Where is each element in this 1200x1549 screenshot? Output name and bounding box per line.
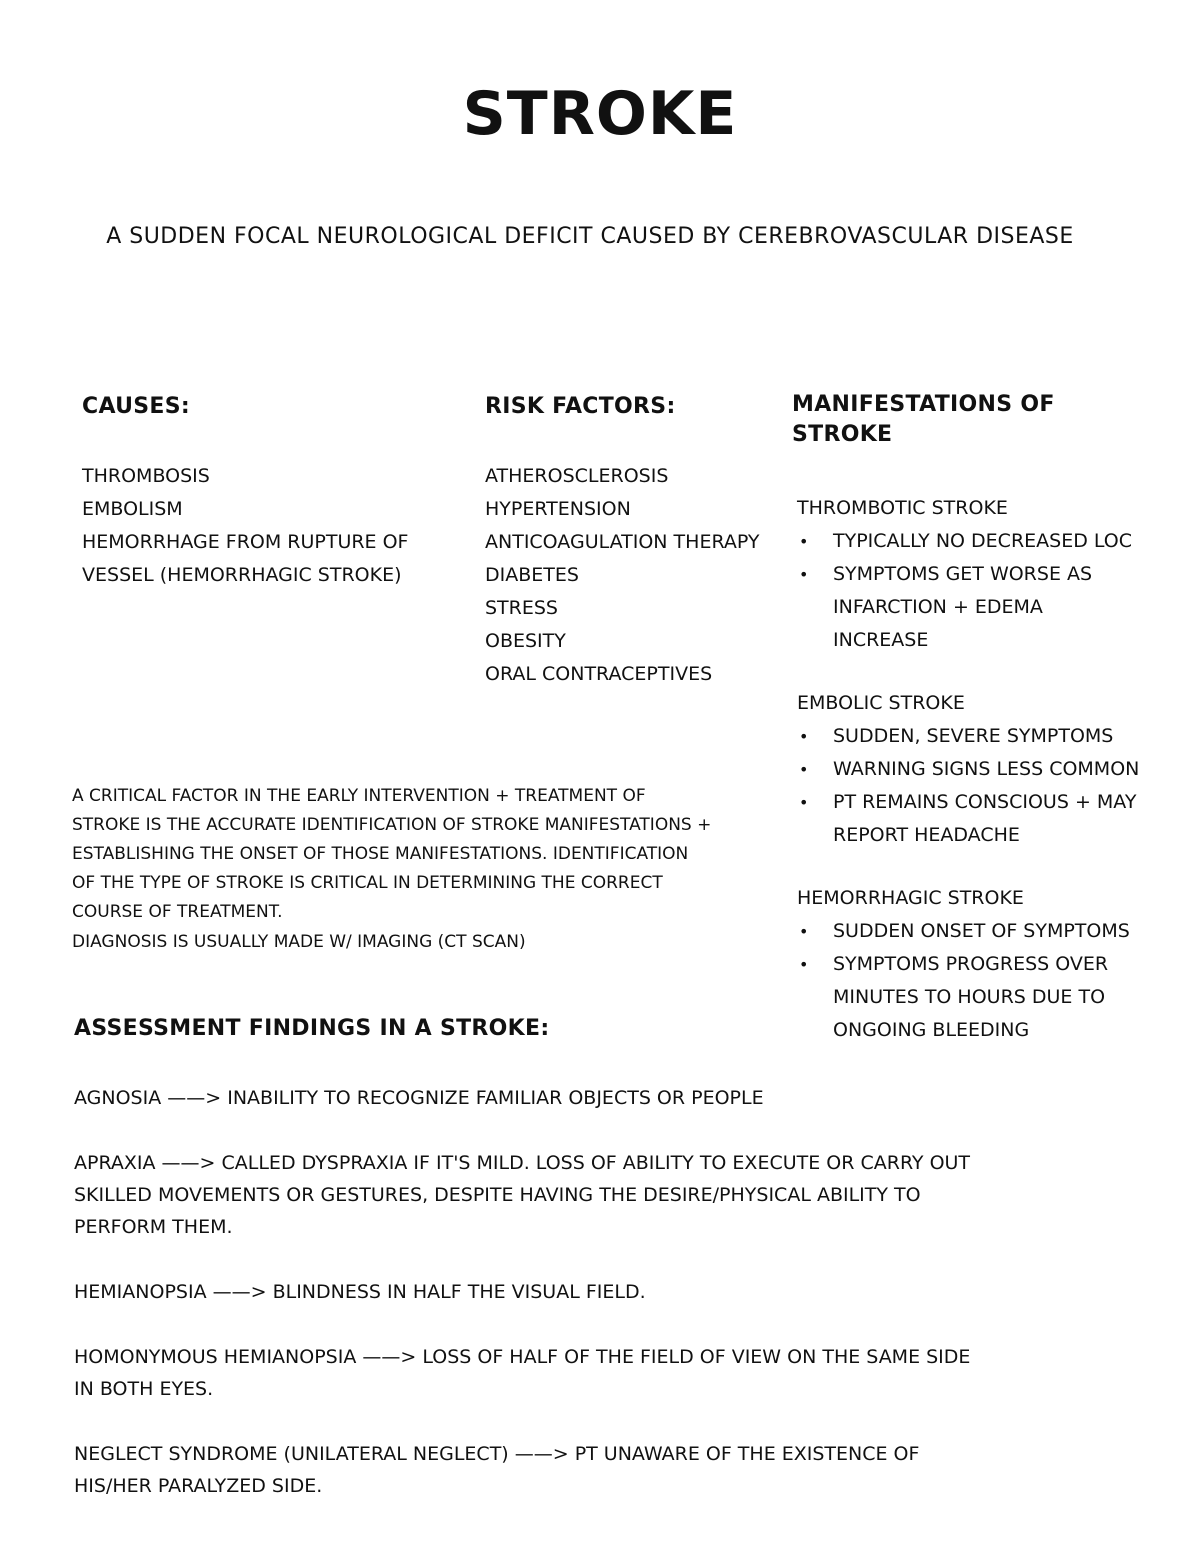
manifestation-group-embolic <box>797 687 1142 852</box>
diagnosis-text: DIAGNOSIS IS USUALLY MADE W/ IMAGING (CT SCAN) <box>72 932 526 952</box>
bullet-item: • PT REMAINS CONSCIOUS + MAY REPORT HEADACHE <box>797 786 1142 852</box>
risk-factor-item: OBESITY <box>485 630 566 652</box>
bullet-item: • SYMPTOMS GET WORSE AS INFARCTION + EDEMA INCREASE <box>797 558 1142 657</box>
assessment-item-hemianopsia: HEMIANOPSIA ——> BLINDNESS IN HALF THE VISUAL FIELD. <box>74 1281 646 1303</box>
assessment-item-agnosia: AGNOSIA ——> INABILITY TO RECOGNIZE FAMILIAR OBJECTS OR PEOPLE <box>74 1087 764 1109</box>
manifestations-section <box>792 390 1142 1077</box>
assessment-item-homonymous-hemianopsia: HOMONYMOUS HEMIANOPSIA ——> LOSS OF HALF OF THE FIELD OF VIEW ON THE SAME SIDE IN BOTH EYES. <box>74 1346 971 1400</box>
risk-factor-item: STRESS <box>485 597 558 619</box>
page-title: STROKE <box>462 79 738 149</box>
risk-factors-list <box>485 460 785 691</box>
critical-factor-paragraph: A CRITICAL FACTOR IN THE EARLY INTERVENTION + TREATMENT OF STROKE IS THE ACCURATE IDENTIFICATION OF STROKE MANIFESTATIONS + ESTABLISHING THE ONSET OF THOSE MANIFESTATIONS. IDENTIFICATION OF THE TYPE OF STROKE IS CRITICAL IN DETERMINING THE CORRECT COURSE OF TREATMENT. <box>72 786 712 922</box>
assessment-heading: ASSESSMENT FINDINGS IN A STROKE: <box>74 1016 550 1041</box>
risk-factors-heading: RISK FACTORS: <box>485 394 676 419</box>
risk-factor-item: ORAL CONTRACEPTIVES <box>485 663 713 685</box>
causes-section <box>82 392 442 592</box>
causes-item: THROMBOSIS <box>82 465 210 487</box>
causes-item: EMBOLISM <box>82 498 183 520</box>
causes-list <box>82 460 442 592</box>
page-subtitle: A SUDDEN FOCAL NEUROLOGICAL DEFICIT CAUSED BY CEREBROVASCULAR DISEASE <box>106 224 1074 249</box>
manifestations-heading: MANIFESTATIONS OF STROKE <box>792 392 1055 447</box>
bullet-list <box>797 720 1142 852</box>
group-title: THROMBOTIC STROKE <box>797 497 1008 519</box>
assessment-item-apraxia: APRAXIA ——> CALLED DYSPRAXIA IF IT'S MILD. LOSS OF ABILITY TO EXECUTE OR CARRY OUT SKILLED MOVEMENTS OR GESTURES, DESPITE HAVING THE DESIRE/PHYSICAL ABILITY TO PERFORM THEM. <box>74 1152 971 1238</box>
causes-item: VESSEL (HEMORRHAGIC STROKE) <box>82 564 402 586</box>
causes-item: HEMORRHAGE FROM RUPTURE OF <box>82 531 409 553</box>
bullet-item: • TYPICALLY NO DECREASED LOC <box>797 525 1142 558</box>
manifestation-group-thrombotic <box>797 492 1142 657</box>
group-title: HEMORRHAGIC STROKE <box>797 887 1024 909</box>
causes-heading: CAUSES: <box>82 394 190 419</box>
risk-factor-item: ANTICOAGULATION THERAPY <box>485 531 760 553</box>
bullet-item: • SUDDEN, SEVERE SYMPTOMS <box>797 720 1142 753</box>
risk-factor-item: HYPERTENSION <box>485 498 631 520</box>
bullet-item: • WARNING SIGNS LESS COMMON <box>797 753 1142 786</box>
bullet-item: • SYMPTOMS PROGRESS OVER MINUTES TO HOURS DUE TO ONGOING BLEEDING <box>797 948 1142 1047</box>
risk-factor-item: ATHEROSCLEROSIS <box>485 465 669 487</box>
risk-factor-item: DIABETES <box>485 564 579 586</box>
bullet-list <box>797 525 1142 657</box>
assessment-item-neglect-syndrome: NEGLECT SYNDROME (UNILATERAL NEGLECT) ——> PT UNAWARE OF THE EXISTENCE OF HIS/HER PARALYZED SIDE. <box>74 1443 920 1497</box>
group-title: EMBOLIC STROKE <box>797 692 965 714</box>
risk-factors-section <box>485 392 785 691</box>
assessment-section <box>74 1014 974 1535</box>
bullet-item: • SUDDEN ONSET OF SYMPTOMS <box>797 915 1142 948</box>
